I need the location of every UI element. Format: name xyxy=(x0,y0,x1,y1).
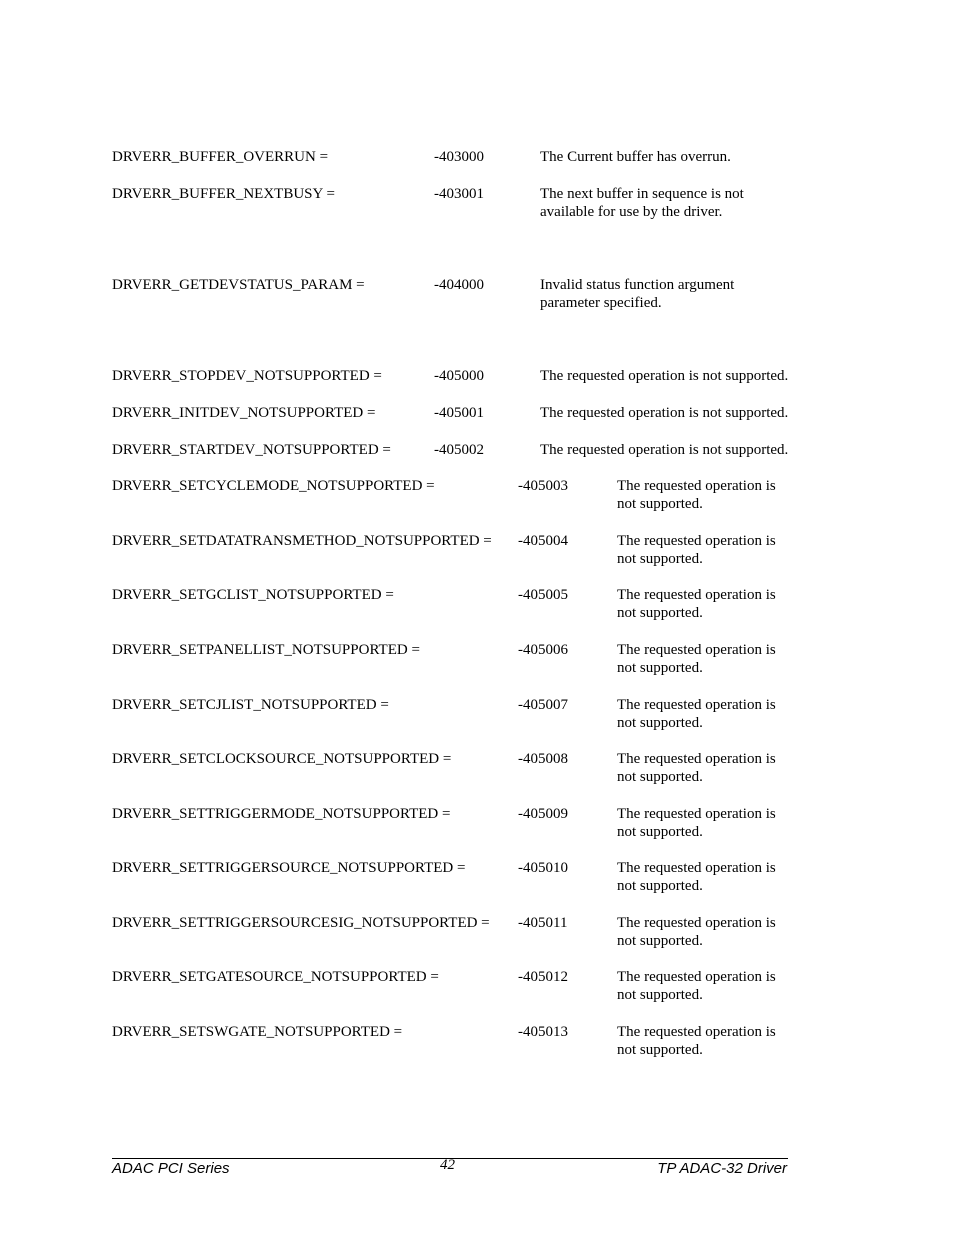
error-name: DRVERR_BUFFER_OVERRUN = xyxy=(112,149,329,165)
error-description: The requested operation is not supported. xyxy=(617,1024,776,1058)
error-code: -405013 xyxy=(518,1024,568,1040)
error-name: DRVERR_SETTRIGGERSOURCESIG_NOTSUPPORTED = xyxy=(112,915,490,931)
error-description: The requested operation is not supported. xyxy=(617,751,776,785)
error-description: The requested operation is not supported. xyxy=(617,806,776,840)
error-code: -403000 xyxy=(434,149,484,165)
error-description: The requested operation is not supported. xyxy=(617,587,776,621)
footer-series: ADAC PCI Series xyxy=(112,1160,230,1177)
error-description: The requested operation is not supported. xyxy=(540,442,789,458)
error-name: DRVERR_SETTRIGGERMODE_NOTSUPPORTED = xyxy=(112,806,451,822)
error-name: DRVERR_SETDATATRANSMETHOD_NOTSUPPORTED = xyxy=(112,533,492,549)
error-name: DRVERR_SETSWGATE_NOTSUPPORTED = xyxy=(112,1024,403,1040)
page-number: 42 xyxy=(440,1157,455,1173)
error-name: DRVERR_SETCYCLEMODE_NOTSUPPORTED = xyxy=(112,478,435,494)
error-code: -405009 xyxy=(518,806,568,822)
error-description: The requested operation is not supported. xyxy=(617,697,776,731)
error-code: -405000 xyxy=(434,368,484,384)
error-name: DRVERR_SETGATESOURCE_NOTSUPPORTED = xyxy=(112,969,439,985)
error-code: -405007 xyxy=(518,697,568,713)
error-name: DRVERR_SETGCLIST_NOTSUPPORTED = xyxy=(112,587,394,603)
error-description: The requested operation is not supported. xyxy=(617,642,776,676)
error-code: -405001 xyxy=(434,405,484,421)
error-code: -405012 xyxy=(518,969,568,985)
error-code: -403001 xyxy=(434,186,484,202)
error-code: -405006 xyxy=(518,642,568,658)
footer-driver-title: TP ADAC-32 Driver xyxy=(657,1160,787,1177)
error-code: -405008 xyxy=(518,751,568,767)
error-name: DRVERR_BUFFER_NEXTBUSY = xyxy=(112,186,335,202)
error-name: DRVERR_SETPANELLIST_NOTSUPPORTED = xyxy=(112,642,420,658)
error-name: DRVERR_INITDEV_NOTSUPPORTED = xyxy=(112,405,376,421)
error-description: The next buffer in sequence is not available for use by the driver. xyxy=(540,186,744,220)
error-name: DRVERR_GETDEVSTATUS_PARAM = xyxy=(112,277,365,293)
error-name: DRVERR_STARTDEV_NOTSUPPORTED = xyxy=(112,442,391,458)
error-description: The requested operation is not supported. xyxy=(617,478,776,512)
error-code: -405011 xyxy=(518,915,568,931)
error-description: The requested operation is not supported. xyxy=(617,969,776,1003)
error-code: -405003 xyxy=(518,478,568,494)
error-description: The Current buffer has overrun. xyxy=(540,149,731,165)
error-code: -405002 xyxy=(434,442,484,458)
error-description: The requested operation is not supported. xyxy=(540,405,789,421)
error-description: The requested operation is not supported. xyxy=(617,915,776,949)
error-description: The requested operation is not supported. xyxy=(540,368,789,384)
error-description: The requested operation is not supported. xyxy=(617,860,776,894)
error-code: -405005 xyxy=(518,587,568,603)
error-code: -405004 xyxy=(518,533,568,549)
error-name: DRVERR_STOPDEV_NOTSUPPORTED = xyxy=(112,368,382,384)
error-code: -404000 xyxy=(434,277,484,293)
error-description: Invalid status function argument parameter specified. xyxy=(540,277,735,311)
error-code: -405010 xyxy=(518,860,568,876)
error-name: DRVERR_SETCJLIST_NOTSUPPORTED = xyxy=(112,697,389,713)
error-name: DRVERR_SETCLOCKSOURCE_NOTSUPPORTED = xyxy=(112,751,452,767)
error-name: DRVERR_SETTRIGGERSOURCE_NOTSUPPORTED = xyxy=(112,860,466,876)
error-description: The requested operation is not supported. xyxy=(617,533,776,567)
